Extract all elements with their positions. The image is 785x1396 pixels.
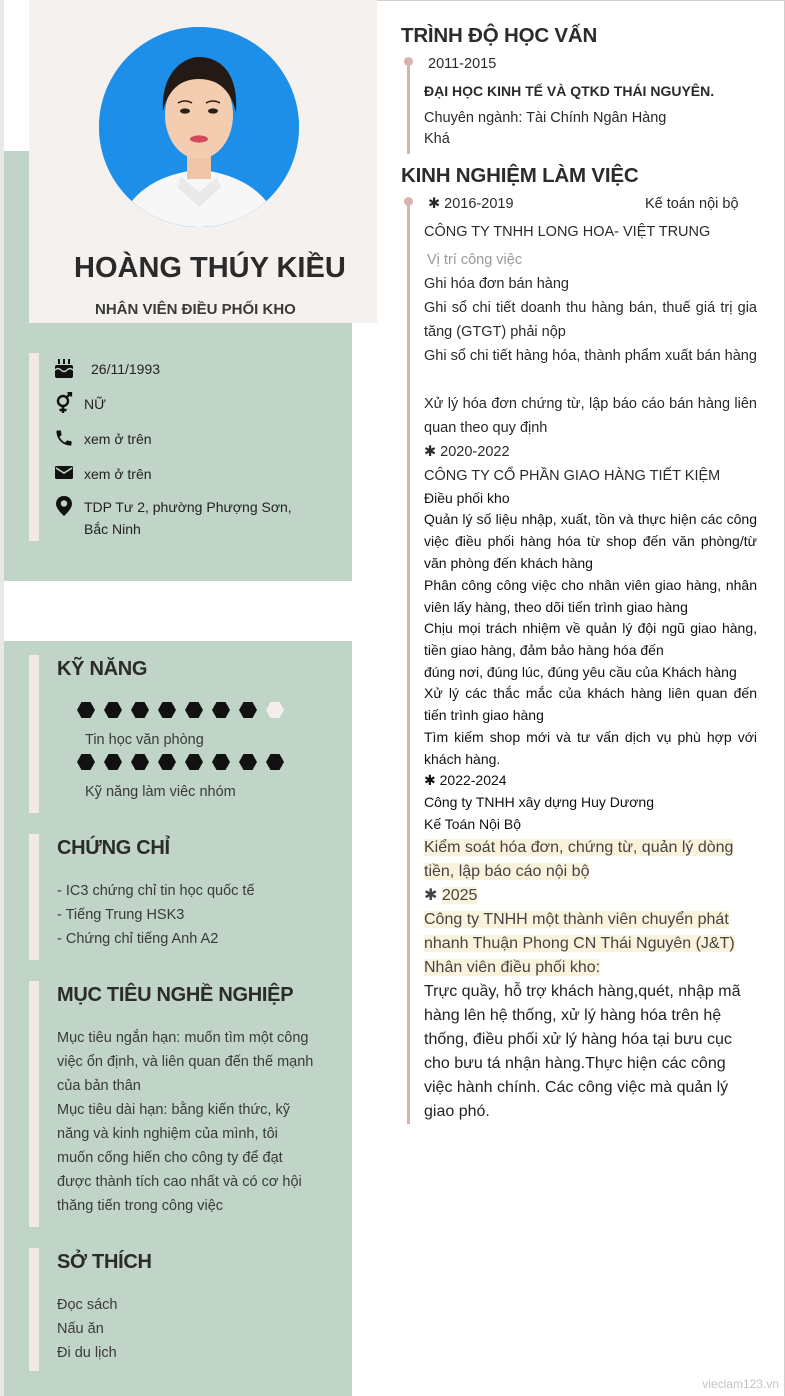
hobby-item: Đọc sách <box>57 1297 118 1313</box>
email-icon <box>54 462 74 484</box>
job3-duties <box>424 836 757 884</box>
email-text: xem ở trên <box>84 466 152 482</box>
education-timeline-line <box>407 60 410 154</box>
skills-title: KỸ NĂNG <box>57 658 148 680</box>
job2-duty: Quản lý số liệu nhập, xuất, tồn và thực hiện các công việc điều phối hàng hóa từ shop đến văn phòng/từ văn phòng đến khách hàng <box>424 511 757 571</box>
job4-duties: Trực quầy, hỗ trợ khách hàng,quét, nhập mã hàng lên hệ thống, xử lý hàng hóa trên hệ thống, điều phối xử lý hàng hóa tại bưu cục cho bưu tá nhận hàng.Thực hiện các công việc hành chính. Các công việc mà quản lý giao phó. <box>424 983 741 1120</box>
job4-year: 2025 <box>441 887 478 904</box>
experience-title: KINH NGHIỆM LÀM VIỆC <box>401 164 639 187</box>
experience-timeline-dot <box>404 197 413 206</box>
job3-period: ✱ 2022-2024 <box>424 772 507 788</box>
job4-company-text: Công ty TNHH một thành viên chuyển phát nhanh Thuận Phong CN Thái Nguyên (J&T) <box>424 911 735 952</box>
job1-position-placeholder: Vị trí công việc <box>427 252 523 268</box>
job3-position: Kế Toán Nội Bộ <box>424 816 522 832</box>
job2-duty: Chịu mọi trách nhiệm về quản lý đội ngũ giao hàng, tiền giao hàng, đảm bảo hàng hóa đến <box>424 620 757 658</box>
objective-line: Mục tiêu ngắn hạn: muốn tìm một công <box>57 1030 309 1046</box>
certificate-item: - Tiếng Trung HSK3 <box>57 907 185 923</box>
sidebar-background-bottom <box>4 641 352 1396</box>
birthday-cake-icon <box>54 357 74 379</box>
objective-line: việc ổn định, và liên quan đến thế mạnh <box>57 1054 314 1070</box>
address-line-2: Bắc Ninh <box>84 521 141 537</box>
candidate-role: NHÂN VIÊN ĐIỀU PHỐI KHO <box>95 301 296 318</box>
job2-duty: Phân công công việc cho nhân viên giao hàng, nhân viên lấy hàng, theo dõi tiến trình giao hàng <box>424 577 757 615</box>
job2-duty: đúng nơi, đúng lúc, đúng yêu cầu của Khách hàng <box>424 664 737 680</box>
job4-position-text: Nhân viên điều phối kho: <box>424 959 601 976</box>
certificate-item: - IC3 chứng chỉ tin học quốc tế <box>57 883 255 899</box>
job1-period: ✱ 2016-2019 <box>428 196 514 212</box>
address-line-1: TDP Tư 2, phường Phượng Sơn, <box>84 499 292 515</box>
skills-accent-bar <box>29 655 39 813</box>
objective-line: thăng tiến trong công việc <box>57 1198 224 1214</box>
hobby-item: Nấu ăn <box>57 1321 104 1337</box>
hobbies-title: SỞ THÍCH <box>57 1251 152 1273</box>
job2-duty: Tìm kiếm shop mới và tư vấn dịch vụ phù hợp với khách hàng. <box>424 729 757 767</box>
gender-text: NỮ <box>84 396 107 412</box>
education-major: Chuyên ngành: Tài Chính Ngân Hàng <box>424 110 667 126</box>
objective-line: của bản thân <box>57 1078 141 1094</box>
skill-label-2: Kỹ năng làm viêc nhóm <box>85 784 236 800</box>
phone-text: xem ở trên <box>84 431 152 447</box>
hobbies-accent-bar <box>29 1248 39 1371</box>
certificates-title: CHỨNG CHỈ <box>57 837 170 859</box>
objective-line: muốn cống hiến cho công ty để đạt <box>57 1150 283 1166</box>
job4-period <box>424 884 757 908</box>
job1-position: Kế toán nội bộ <box>645 196 739 212</box>
objective-accent-bar <box>29 981 39 1227</box>
job2-period: ✱ 2020-2022 <box>424 444 510 460</box>
job1-company: CÔNG TY TNHH LONG HOA- VIỆT TRUNG <box>424 224 711 240</box>
job2-company: CÔNG TY CỔ PHẦN GIAO HÀNG TIẾT KIỆM <box>424 468 721 484</box>
hobby-item: Đi du lịch <box>57 1345 117 1361</box>
objective-line: Mục tiêu dài hạn: bằng kiến thức, kỹ <box>57 1102 290 1118</box>
job2-position: Điều phối kho <box>424 490 510 506</box>
job1-duty: Ghi sổ chi tiết hàng hóa, thành phẩm xuất bán hàng <box>424 348 757 364</box>
candidate-name: HOÀNG THÚY KIỀU <box>74 252 346 284</box>
job3-duties-text: Kiểm soát hóa đơn, chứng từ, quản lý dòng tiền, lập báo cáo nội bộ <box>424 839 734 880</box>
objective-title: MỤC TIÊU NGHỀ NGHIỆP <box>57 984 294 1006</box>
job4-company <box>424 908 757 956</box>
skill-label-1: Tin học văn phòng <box>85 732 204 748</box>
job4-star: ✱ <box>424 887 438 904</box>
education-grade: Khá <box>424 131 450 147</box>
objective-line: năng và kinh nghiệm của mình, tôi <box>57 1126 278 1142</box>
top-edge <box>377 0 785 1</box>
profile-photo <box>99 27 299 227</box>
gender-icon <box>54 392 74 414</box>
birthday-text: 26/11/1993 <box>91 361 161 377</box>
certificates-accent-bar <box>29 834 39 960</box>
watermark: vieclam123.vn <box>702 1377 779 1391</box>
education-timeline-dot <box>404 57 413 66</box>
job1-duty: Ghi sổ chi tiết doanh thu hàng bán, thuế giá trị gia tăng (GTGT) phải nộp <box>424 300 757 340</box>
education-period: 2011-2015 <box>428 56 497 72</box>
job1-duty: Ghi hóa đơn bán hàng <box>424 276 569 292</box>
education-title: TRÌNH ĐỘ HỌC VẤN <box>401 24 598 47</box>
job4-position <box>424 956 757 980</box>
contact-accent-bar <box>29 353 39 541</box>
certificate-item: - Chứng chỉ tiếng Anh A2 <box>57 931 219 947</box>
job1-duty: Xử lý hóa đơn chứng từ, lập báo cáo bán hàng liên quan theo quy định <box>424 396 757 436</box>
location-pin-icon <box>54 495 74 517</box>
phone-icon <box>54 427 74 449</box>
education-school: ĐẠI HỌC KINH TẾ VÀ QTKD THÁI NGUYÊN. <box>424 83 715 99</box>
job2-duty: Xử lý các thắc mắc của khách hàng liên quan đến tiến trình giao hàng <box>424 685 757 723</box>
objective-line: được thành tích cao nhất và có cơ hội <box>57 1174 302 1190</box>
job3-company: Công ty TNHH xây dựng Huy Dương <box>424 794 654 810</box>
experience-timeline-line <box>407 200 410 1124</box>
